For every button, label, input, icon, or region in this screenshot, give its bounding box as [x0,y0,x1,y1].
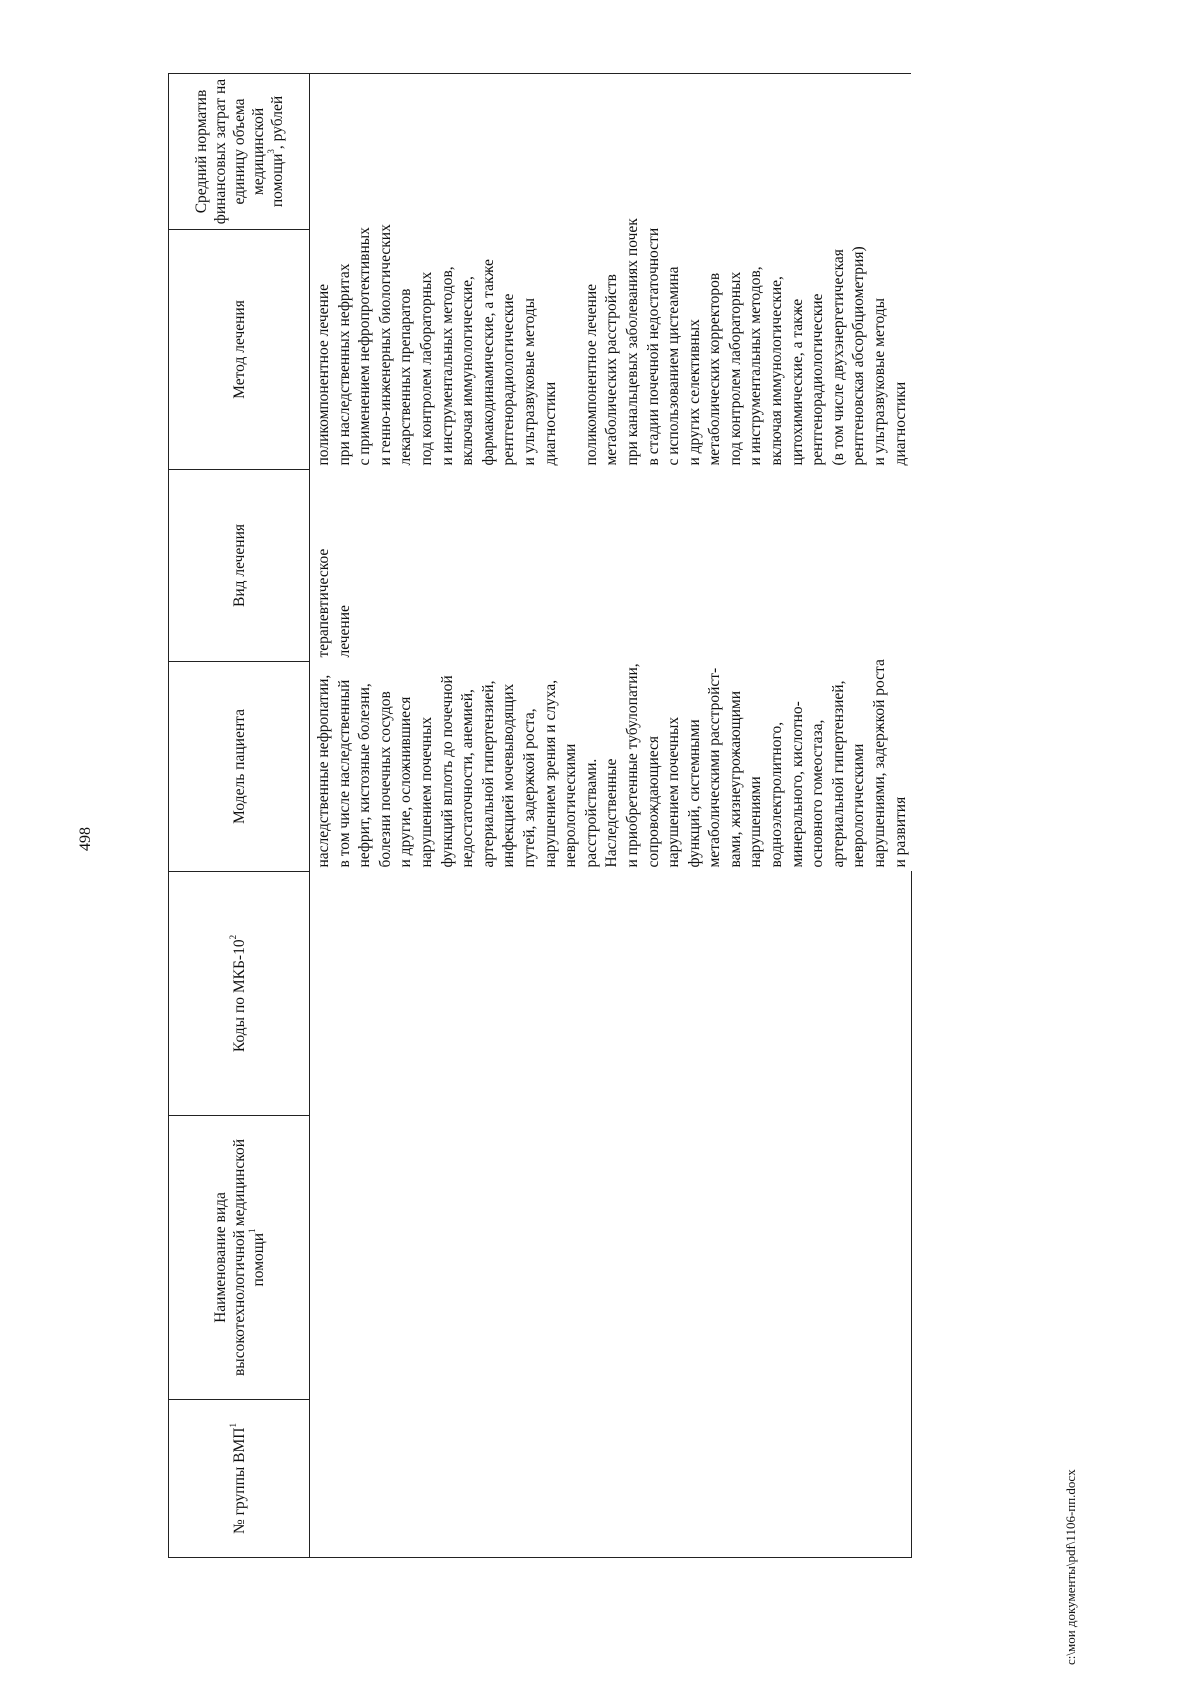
treatment-method-line: включая иммунологические, [768,276,786,466]
footer-file-path: c:\мои документы\pdf\1106-пп.docx [1063,1469,1078,1665]
treatment-method-line: с применением нефропротективных [356,227,374,466]
treatment-method-line: метаболических корректоров [706,272,724,466]
patient-model-line: болезни почечных сосудов [376,691,394,868]
patient-model-line: вами, жизнеугрожающими [726,691,744,868]
cell-vmp-type-name [310,1116,912,1400]
treatment-method-line: при наследственных нефритах [335,263,353,466]
treatment-method-line: и инструментальных методов, [438,266,456,466]
header-treatment-method: Метод лечения [169,230,310,470]
treatment-method-line: цитохимические, а также [788,298,806,466]
treatment-method-line: и генно-инженерных биологических [376,224,394,466]
treatment-method-line: рентгенорадиологические [500,293,518,466]
header-treatment-type: Вид лечения [169,470,310,662]
treatment-type-line: лечение [335,605,353,658]
page-number: 498 [77,827,94,851]
cell-treatment-method [310,218,912,470]
treatment-method-line: с использованием цистеамина [665,266,683,466]
patient-model-line: нарушениями, задержкой роста [871,659,889,868]
treatment-type-line: терапевтическое [315,548,332,658]
treatment-method-line: включая иммунологические, [459,276,477,466]
cell-cost-standard [310,74,912,230]
header-cost-standard: Средний норматив финансовых затрат на единицу объема медицинской помощи$^3$, рублей [169,74,310,230]
header-icd10-codes: Коды по МКБ-$10^2$ [169,872,310,1116]
header-patient-model: Модель пациента [169,662,310,872]
header-vmp-type-name: Наименование вида высокотехнологичной медицинской помощи$^1$ [169,1116,310,1400]
treatment-method-line: (в том числе двухэнергетическая [829,249,847,466]
patient-model-line: нарушением зрения и слуха, [541,679,559,868]
table-row [310,74,912,1558]
treatment-method-line: в стадии почечной недостаточности [644,227,662,466]
patient-model-line: недостаточности, анемией, [459,689,477,868]
patient-model-line: наследственные нефропатии, [315,674,332,868]
treatment-method-line: и ультразвуковые методы [871,297,889,466]
patient-model-line: водноэлектролитного, [768,721,786,868]
method-separator [561,234,582,466]
treatment-type-text [314,474,355,658]
patient-model-line: артериальной гипертензией, [829,680,847,868]
patient-model-line: неврологическими [562,743,580,868]
patient-model-line: путей, задержкой роста, [520,708,538,868]
treatment-method-line: под контролем лабораторных [417,271,435,466]
patient-model-line: расстройствами. [582,758,600,868]
table-header-row [169,74,310,1558]
vmp-table [168,73,912,1558]
cell-group-number [310,1400,912,1558]
treatment-method-line: фармакодинамические, а также [479,259,497,466]
patient-model-line: основного гомеостаза, [809,719,827,868]
treatment-method-line: рентгенорадиологические [809,293,827,466]
treatment-method-line: при канальцевых заболеваниях почек [623,218,641,466]
treatment-method-line: поликомпонентное лечение [315,283,332,466]
patient-model-line: артериальной гипертензией, [479,680,497,868]
treatment-method-line: и ультразвуковые методы [520,297,538,466]
treatment-method-text [314,218,911,466]
patient-model-line: функций, системными [685,719,703,868]
cell-icd10-codes [310,872,912,1116]
patient-model-line: нарушением почечных [665,716,683,868]
patient-model-line: неврологическими [850,743,868,868]
treatment-method-line: диагностики [541,381,559,466]
treatment-method-line: и инструментальных методов, [747,266,765,466]
patient-model-line: и другие, осложнившиеся [397,696,415,868]
header-group-number: № группы ВМП$^1$ [169,1400,310,1558]
patient-model-line: сопровождающиеся [644,735,662,868]
rotated-table-container [168,78,1068,1558]
patient-model-line: нефрит, кистозные болезни, [356,683,374,868]
treatment-method-line: поликомпонентное лечение [582,283,600,466]
treatment-method-line: диагностики [891,381,909,466]
patient-model-text [314,659,911,868]
patient-model-line: и развития [891,796,909,868]
patient-model-line: инфекцией мочевыводящих [500,683,518,868]
patient-model-line: в том числе наследственный [335,679,353,868]
patient-model-line: нарушением почечных [417,716,435,868]
patient-model-line: минерального, кислотно- [788,701,806,868]
treatment-method-line: лекарственных препаратов [397,288,415,466]
cell-treatment-type [310,470,912,662]
treatment-method-line: метаболических расстройств [603,273,621,466]
patient-model-line: и приобретенные тубулопатии, [623,663,641,868]
patient-model-line: Наследственные [603,758,621,868]
treatment-method-line: под контролем лабораторных [726,271,744,466]
cell-patient-model [310,659,912,872]
patient-model-line: метаболическими расстройст- [706,667,724,868]
treatment-method-line: и других селективных [685,319,703,466]
treatment-method-line: рентгеновская абсорбциометрия) [850,246,868,466]
patient-model-line: нарушениями [747,776,765,868]
patient-model-line: функций вплоть до почечной [438,675,456,868]
